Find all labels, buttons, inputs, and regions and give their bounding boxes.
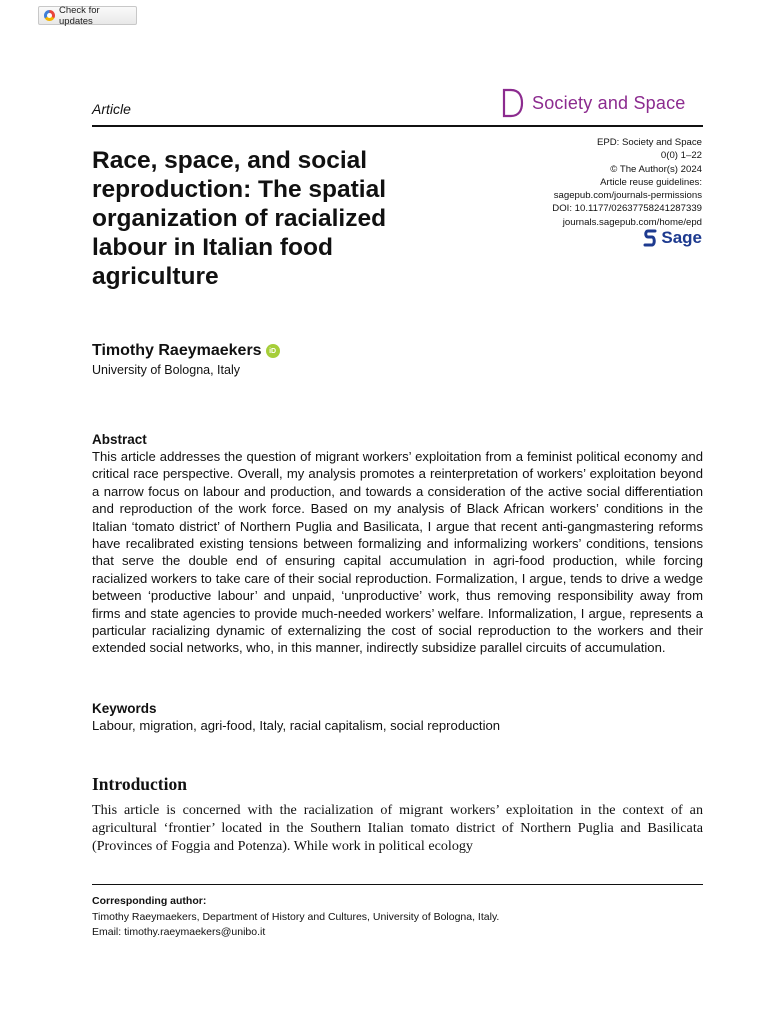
meta-reuse-link[interactable]: sagepub.com/journals-permissions [553, 190, 702, 202]
journal-d-logo-icon [502, 88, 524, 118]
author-block [92, 342, 280, 360]
sage-s-logo-icon [643, 228, 657, 248]
crossmark-icon [44, 10, 55, 21]
meta-copyright: © The Author(s) 2024 [610, 163, 702, 175]
meta-journal: EPD: Society and Space [596, 137, 702, 148]
introduction-text: This article is concerned with the racialization of migrant workers’ exploitation in the context of an agricultural ‘frontier’ located in the Southern Italian tomato district of Northern Puglia and Basilicata (Provinces of Foggia and Potenza). While work in political ecology [92, 802, 703, 855]
meta-volume: 0(0) 1–22 [660, 150, 702, 162]
article-title: Race, space, and social reproduction: The spatial organization of racialized labour in Italian food agriculture [92, 147, 387, 290]
meta-reuse-label: Article reuse guidelines: [600, 176, 702, 188]
keywords-heading: Keywords [92, 701, 157, 716]
publisher-logo [643, 228, 702, 248]
check-for-updates-button[interactable] [38, 6, 137, 25]
author-affiliation: University of Bologna, Italy [92, 363, 240, 377]
abstract-text: This article addresses the question of migrant workers’ exploitation from a feminist political economy and critical race perspective. Overall, my analysis promotes a reinterpretation of workers’ exploitation beyond a narrow focus on labour and production, and towards a consideration of the active social differentiation and reproduction of the work force. Based on my analysis of Black African workers’ conditions in the Italian ‘tomato district’ of Northern Puglia and Basilicata, I argue that recent anti-gangmastering reforms have recalibrated existing tensions between formalizing and informalizing workers’ conditions, tensions that serve the double end of ensuring capital accumulation in agri-food production, while forcing racialized workers to take care of their social reproduction. Formalization, I argue, tends to drive a wedge between ‘productive labour’ and unpaid, ‘unproductive’ work, thus removing responsibility away from firms and state agencies to provide much-needed workers’ welfare. Informalization, I argue, represents a particular racializing dynamic of externalizing the cost of social reproduction to the workers and their extended social networks, who, in this manner, indirectly subsidize parallel circuits of accumulation. [92, 449, 703, 656]
keywords-text: Labour, migration, agri-food, Italy, racial capitalism, social reproduction [92, 718, 501, 733]
journal-name: Society and Space [532, 92, 686, 113]
orcid-icon[interactable]: iD [266, 344, 280, 358]
abstract-heading: Abstract [92, 432, 147, 447]
corresponding-author-line: Timothy Raeymaekers, Department of History and Cultures, University of Bologna, Italy. [92, 911, 500, 923]
meta-journal-link[interactable]: journals.sagepub.com/home/epd [562, 216, 702, 228]
article-metadata [552, 136, 702, 229]
introduction-heading: Introduction [92, 774, 187, 794]
article-type-label: Article [92, 101, 131, 117]
author-name: Timothy Raeymaekers [92, 342, 262, 359]
corresponding-email-line[interactable]: Email: timothy.raeymaekers@unibo.it [92, 925, 266, 938]
meta-doi-link[interactable]: DOI: 10.1177/02637758241287339 [552, 203, 702, 215]
header-divider [92, 125, 703, 127]
footnote-divider [92, 884, 703, 885]
journal-logo [502, 88, 686, 118]
publisher-name: Sage [661, 228, 702, 247]
check-for-updates-label: Check for updates [59, 4, 100, 27]
corresponding-author-details [92, 910, 499, 939]
corresponding-author-heading: Corresponding author: [92, 895, 207, 907]
